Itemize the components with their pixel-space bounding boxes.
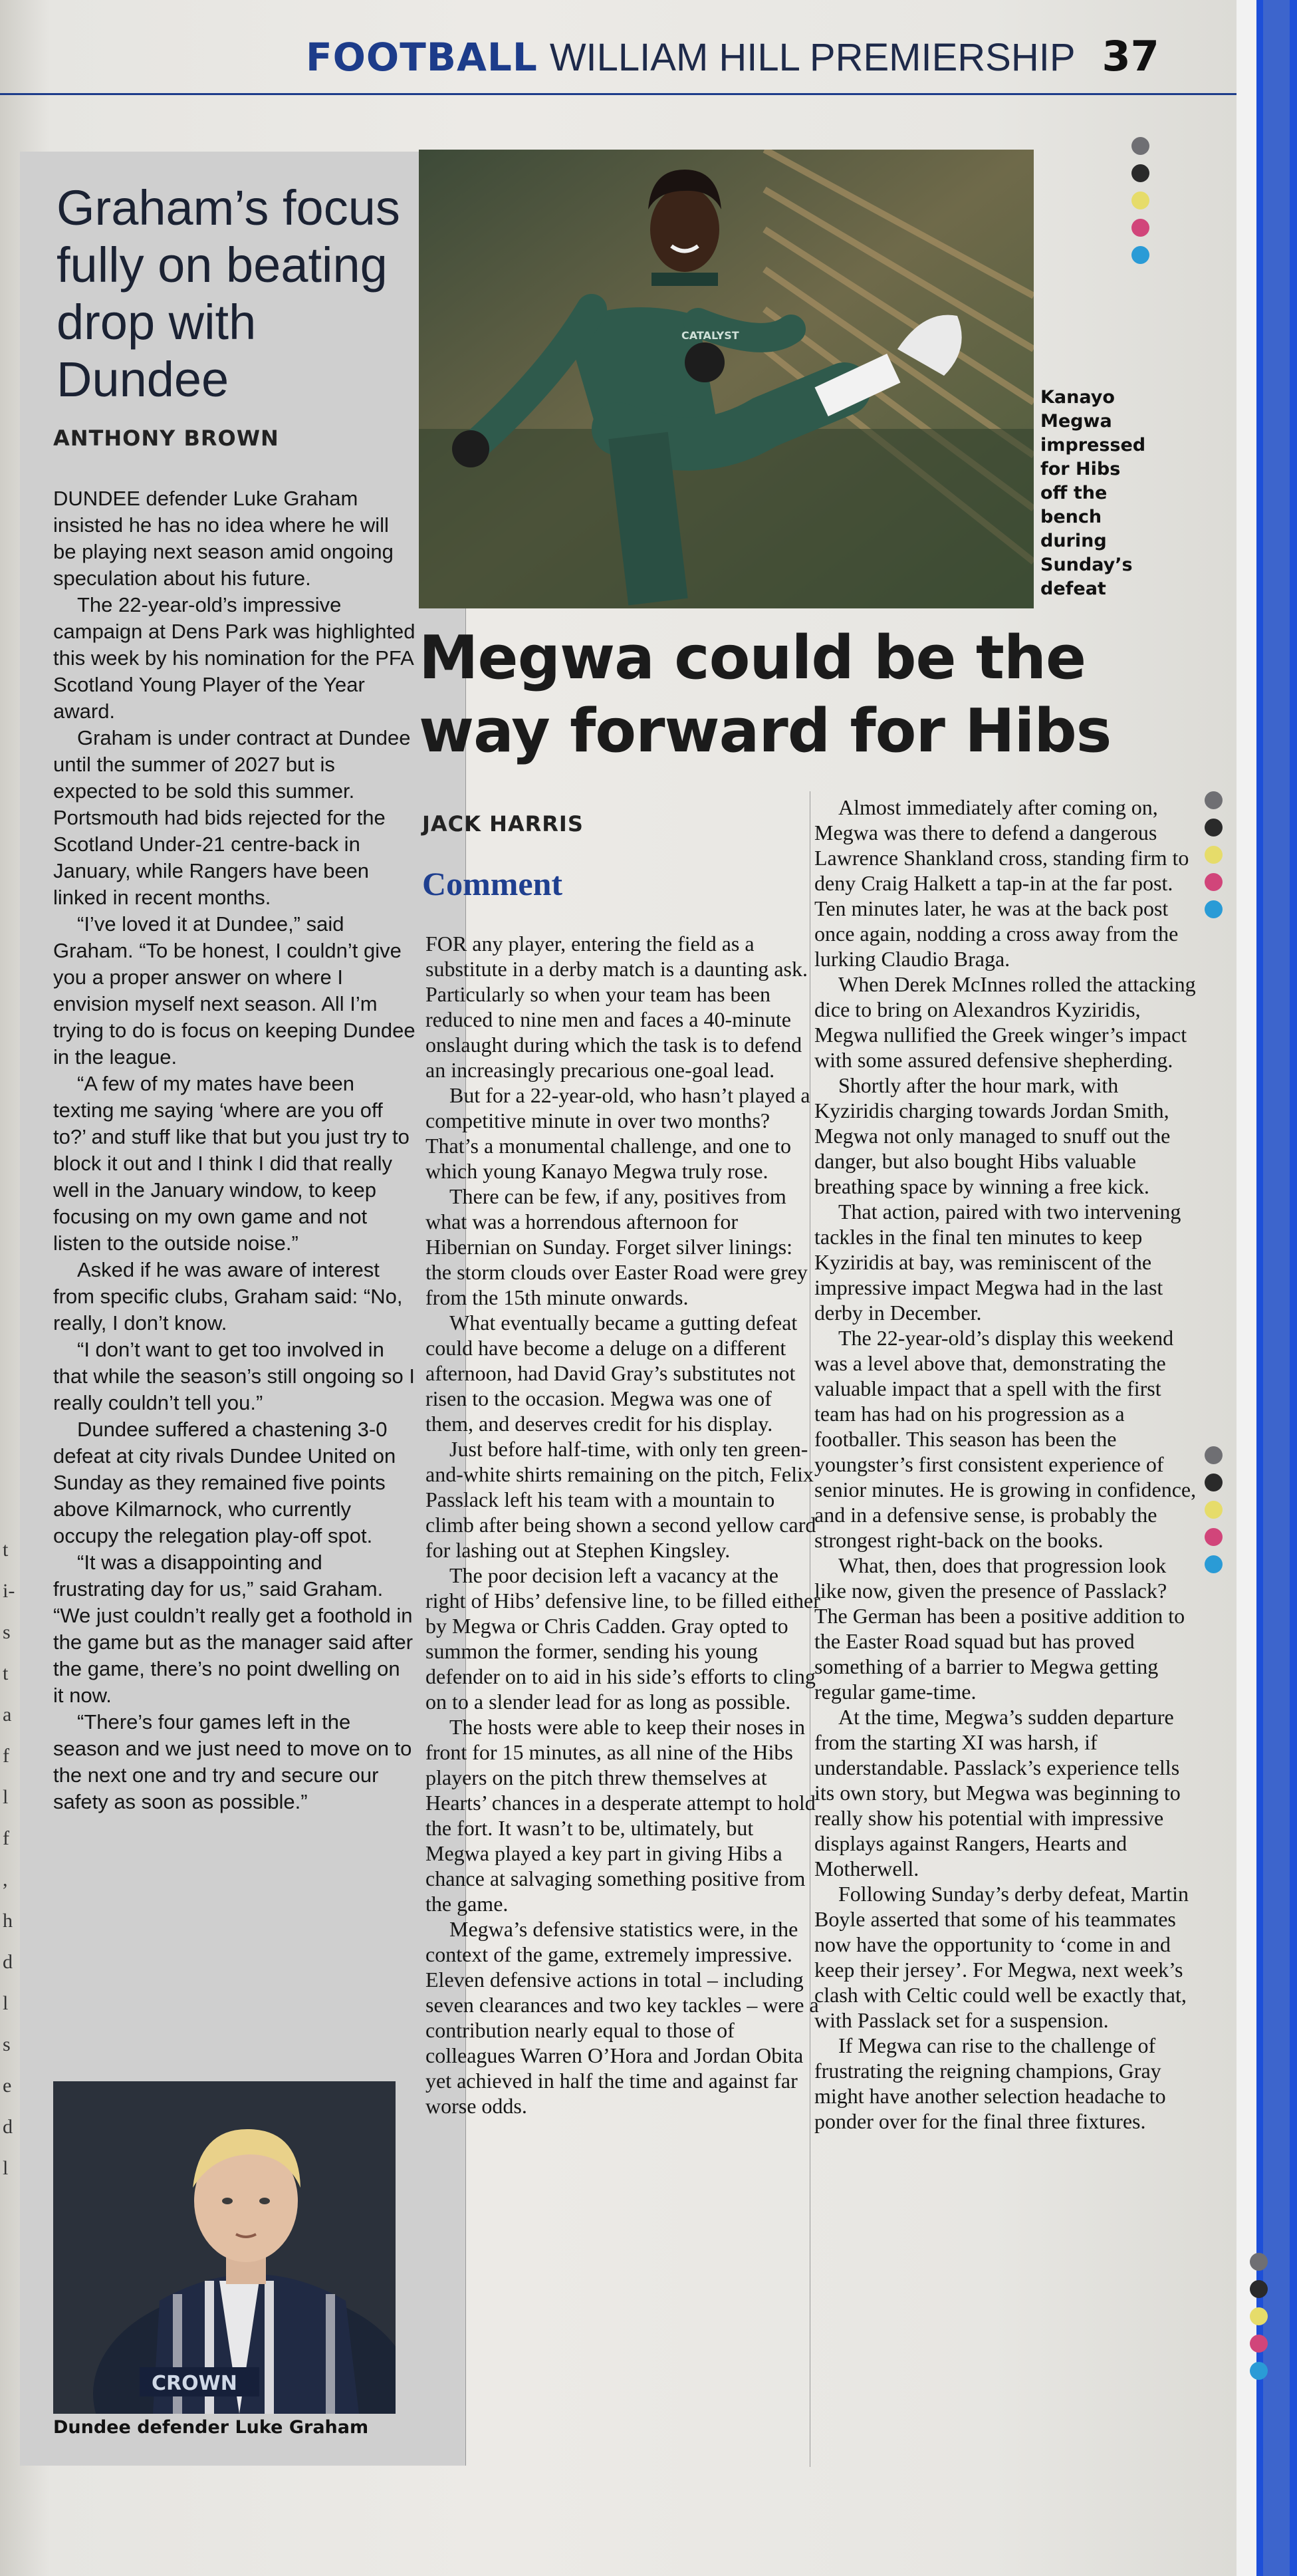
header-rule [0, 93, 1237, 95]
edge-fragment: t [3, 1662, 9, 1684]
sidebar-paragraph: Asked if he was aware of interest from specific clubs, Graham said: “No, really, I don’t know. [53, 1258, 403, 1335]
article-paragraph: Just before half-time, with only ten green-and-white shirts remaining on the pitch, Felix Passlack left his team with a mountain to climb after being shown a second yellow card for lashing out at Stephen Kingsley. [425, 1437, 816, 1562]
registration-dot [1131, 164, 1149, 182]
edge-fragment: a [3, 1704, 12, 1726]
comment-label: Comment [422, 865, 563, 902]
article-byline: JACK HARRIS [422, 811, 584, 837]
registration-dot [1205, 1501, 1223, 1519]
edge-fragment: d [3, 1951, 13, 1973]
edge-fragment: t [3, 1539, 9, 1561]
registration-dots-top [1131, 137, 1150, 273]
article-paragraph: But for a 22-year-old, who hasn’t played a competitive minute in over two months? That’s a monumental challenge, and one to which young Kanayo Megwa truly rose. [425, 1083, 810, 1183]
registration-dot [1250, 2280, 1268, 2298]
registration-dot [1250, 2307, 1268, 2325]
sidebar-headline: Graham’s focus fully on beating drop with Dundee [57, 180, 400, 407]
crown-sponsor-text: CROWN [152, 2372, 237, 2395]
article-paragraph: What, then, does that progression look like now, given the presence of Passlack? The German has been a positive addition to the Easter Road squad but has proved something of a barrier to Megwa getting regular game-time. [814, 1553, 1185, 1704]
sidebar-paragraph: Graham is under contract at Dundee until the summer of 2027 but is expected to be sold this summer. Portsmouth had bids rejected for the Scotland Under-21 centre-back in January, while Rangers have been linked in recent months. [53, 726, 411, 909]
sidebar-paragraph: DUNDEE defender Luke Graham insisted he has no idea where he will be playing next season amid ongoing speculation about his future. [53, 487, 394, 590]
edge-fragment: , [3, 1868, 8, 1890]
kanayo-megwa-photo [419, 150, 1034, 608]
article-paragraph: There can be few, if any, positives from what was a horrendous afternoon for Hibernian on Sunday. Forget silver linings: the storm clouds over Easter Road were grey from the 15th minute onwards. [425, 1184, 808, 1309]
article-paragraph: That action, paired with two intervening tackles in the final ten minutes to keep Kyziridis at bay, was reminiscent of the impressive impact Megwa had in the last derby in December. [814, 1200, 1181, 1325]
registration-dots-bottom [1250, 2253, 1268, 2389]
article-column-1 [425, 931, 821, 2119]
sidebar-paragraph: “It was a disappointing and frustrating day for us,” said Graham. “We just couldn’t really get a foothold in the game but as the manager said after the game, there’s no point dwelling on it now. [53, 1551, 413, 1707]
page-header [306, 32, 1159, 85]
sidebar-paragraph: “I’ve loved it at Dundee,” said Graham. “To be honest, I couldn’t give you a proper answer on where I envision myself next season. All I’m trying to do is focus on keeping Dundee in the league. [53, 912, 415, 1069]
article-paragraph: FOR any player, entering the field as a substitute in a derby match is a daunting ask. Particularly so when your team has been reduced to nine men and faces a 40-minute onslaught during which the task is to defend an increasingly precarious one-goal lead. [425, 932, 808, 1082]
edge-fragment: f [3, 1745, 9, 1767]
article-paragraph: Following Sunday’s derby defeat, Martin Boyle asserted that some of his teammates now have the opportunity to ‘come in and keep their jersey’. For Megwa, next week’s clash with Celtic could well be exactly that, with Passlack set for a suspension. [814, 1882, 1189, 2032]
player-portrait-illustration [53, 2081, 396, 2414]
edge-fragment: f [3, 1827, 9, 1849]
registration-dot [1205, 1474, 1223, 1491]
registration-dot [1250, 2335, 1268, 2353]
edge-fragment: d [3, 2116, 13, 2138]
registration-dot [1205, 846, 1223, 864]
competition-label: WILLIAM HILL PREMIERSHIP [549, 36, 1076, 79]
registration-dot [1131, 192, 1149, 209]
training-photo-illustration [419, 150, 1034, 608]
article-headline: Megwa could be the way forward for Hibs [419, 623, 1112, 766]
sidebar-paragraph: Dundee suffered a chastening 3-0 defeat at city rivals Dundee United on Sunday as they remained five points above Kilmarnock, who currently occupy the relegation play-off spot. [53, 1418, 396, 1547]
page-number: 37 [1102, 32, 1159, 80]
sidebar-byline: ANTHONY BROWN [53, 426, 279, 451]
sidebar-body [53, 485, 415, 1815]
page-gutter [1237, 0, 1256, 2576]
article-paragraph: Shortly after the hour mark, with Kyziridis charging towards Jordan Smith, Megwa not only managed to snuff out the danger, but also bought Hibs valuable breathing space by winning a free kick. [814, 1073, 1171, 1198]
registration-dots-mid2 [1205, 1446, 1223, 1583]
edge-fragment: l [3, 2157, 9, 2179]
edge-fragment: i- [3, 1580, 15, 1602]
sidebar-paragraph: “I don’t want to get too involved in that while the season’s still ongoing so I really couldn’t tell you.” [53, 1338, 415, 1414]
edge-fragment: l [3, 1992, 9, 2014]
article-paragraph: The 22-year-old’s display this weekend was a level above that, demonstrating the valuable impact that a spell with the first team has had on his progression as a footballer. This season has been the youngster’s first consistent experience of senior minutes. He is growing in confidence, and in a defensive sense, is probably the strongest right-back on the books. [814, 1326, 1197, 1552]
article-paragraph: The poor decision left a vacancy at the right of Hibs’ defensive line, to be filled either by Megwa or Chris Cadden. Gray opted to summon the former, sending his young defender on to aid in his side’s efforts to cling on to a slender lead for as long as possible. [425, 1563, 820, 1714]
sidebar-paragraph: “There’s four games left in the season and we just need to move on to the next one and try and secure our safety as soon as possible.” [53, 1710, 412, 1813]
article-column-2 [814, 795, 1200, 2134]
edge-fragment: e [3, 2075, 12, 2097]
article-paragraph: At the time, Megwa’s sudden departure from the starting XI was harsh, if understandable. Passlack’s experience tells its own story, but Megwa was beginning to really show his potential with impressive displays against Rangers, Hearts and Motherwell. [814, 1705, 1181, 1880]
article-paragraph: When Derek McInnes rolled the attacking dice to bring on Alexandros Kyziridis, Megwa nullified the Greek winger’s impact with some assured defensive shepherding. [814, 972, 1196, 1072]
registration-dot [1205, 1555, 1223, 1573]
section-label: FOOTBALL [306, 35, 538, 80]
adjacent-page-fragments [3, 1529, 20, 2189]
registration-dot [1205, 900, 1223, 918]
registration-dot [1205, 791, 1223, 809]
registration-dot [1205, 873, 1223, 891]
blue-binder-edge [1256, 0, 1297, 2576]
registration-dots-mid1 [1205, 791, 1223, 928]
registration-dot [1131, 137, 1149, 155]
article-paragraph: Megwa’s defensive statistics were, in the context of the game, extremely impressive. Eleven defensive actions in total – including seven clearances and two key tackles – were a contribution nearly equal to those of colleagues Warren O’Hora and Jordan Obita yet achieved in half the time and against far worse odds. [425, 1917, 819, 2118]
main-photo-caption: Kanayo Megwa impressed for Hibs off the bench during Sunday’s defeat [1040, 387, 1146, 599]
article-paragraph: The hosts were able to keep their noses in front for 15 minutes, as all nine of the Hibs players on the pitch threw themselves at Hearts’ chances in a desperate attempt to hold the fort. It wasn’t to be, ultimately, but Megwa played a key part in giving Hibs a chance at salvaging something positive from the game. [425, 1715, 816, 1916]
registration-dot [1250, 2362, 1268, 2380]
registration-dot [1205, 1446, 1223, 1464]
article-paragraph: Almost immediately after coming on, Megwa was there to defend a dangerous Lawrence Shankland cross, standing firm to deny Craig Halkett a tap-in at the far post. Ten minutes later, he was at the back post once again, nodding a cross away from the lurking Claudio Braga. [814, 795, 1189, 971]
registration-dot [1205, 1528, 1223, 1546]
article-paragraph: What eventually became a gutting defeat could have become a deluge on a different afternoon, had David Gray’s substitutes not risen to the occasion. Megwa was one of them, and deserves credit for his display. [425, 1311, 798, 1436]
sidebar-photo-caption: Dundee defender Luke Graham [53, 2417, 369, 2438]
registration-dot [1131, 246, 1149, 264]
edge-fragment: l [3, 1786, 9, 1808]
sidebar-paragraph: The 22-year-old’s impressive campaign at Dens Park was highlighted this week by his nomination for the PFA Scotland Young Player of the Year award. [53, 593, 415, 723]
article-paragraph: If Megwa can rise to the challenge of frustrating the reigning champions, Gray might have another selection headache to ponder over for the final three fixtures. [814, 2033, 1166, 2133]
registration-dot [1205, 819, 1223, 837]
sidebar-paragraph: “A few of my mates have been texting me saying ‘where are you off to?’ and stuff like that but you just try to block it out and I think I did that really well in the January window, to keep focusing on my own game and not listen to the outside noise.” [53, 1072, 410, 1255]
luke-graham-photo [53, 2081, 396, 2414]
registration-dot [1250, 2253, 1268, 2271]
shirt-sponsor-text: CATALYST [681, 329, 739, 342]
edge-fragment: h [3, 1910, 13, 1932]
edge-fragment: s [3, 2033, 11, 2055]
edge-fragment: s [3, 1621, 11, 1643]
registration-dot [1131, 219, 1149, 237]
